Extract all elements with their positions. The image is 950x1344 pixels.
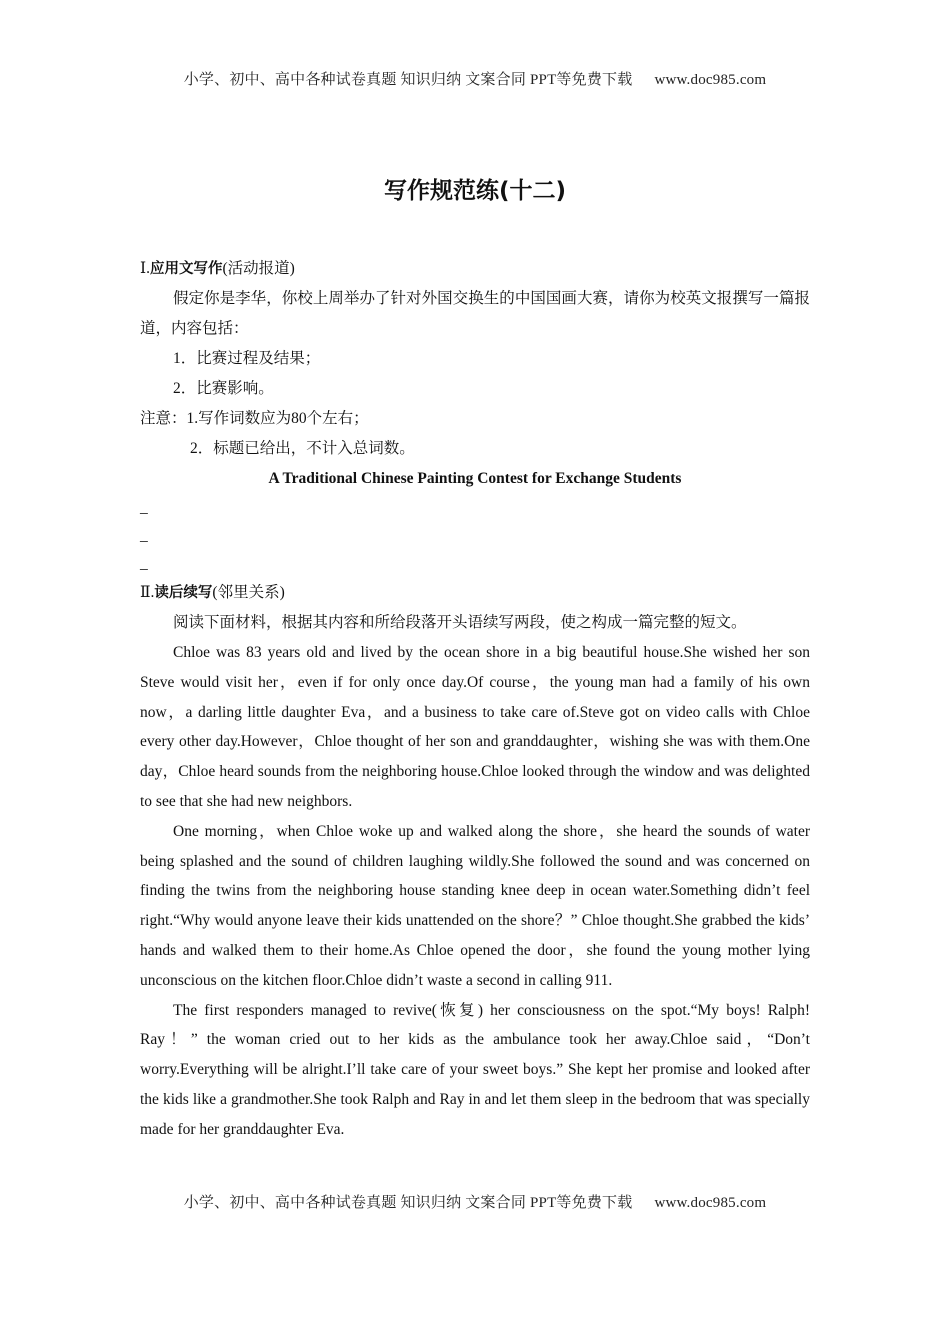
section-2-title: 读后续写 [154,585,213,601]
essay-title: A Traditional Chinese Painting Contest for Exchange Students [268,470,682,487]
header-text: 小学、初中、高中各种试卷真题 知识归纳 文案合同 PPT等免费下载 [183,72,633,88]
story-paragraph: The first responders managed to revive(恢复) her consciousness on the spot.“My boys! Ralph! Ray！” the woman cried out to her kids as the ambulance took her away.Chloe said，“Don’t worry.Everything will be alright.I’ll take care of your sweet boys.” She kept her promise and looked after the kids like a grandmother.She took Ralph and Ray in and let them sleep in the bedroom that was specially made for her granddaughter Eva. [140,1001,810,1138]
note-line-2: 2．标题已给出，不计入总词数。 [190,440,415,457]
section-1-title: 应用文写作 [150,261,223,277]
section-1-subtype: (活动报道) [222,260,295,277]
footer-site-link[interactable]: www.doc985.com [654,1195,767,1211]
section-1-heading [140,254,810,284]
page-title: 写作规范练(十二) [383,178,567,204]
section-2-heading [140,578,810,608]
story-paragraph: One morning，when Chloe woke up and walked along the shore，she heard the sounds of water being splashed and the sound of children laughing wildly.She followed the sound and was concerned on finding the twins from the neighboring house standing knee deep in ocean water.Something didn’t feel right.“Why would anyone leave their kids unattended on the shore？” Chloe thought.She grabbed the kids’ hands and walked them to their home.As Chloe opened the door，she found the young mother lying unconscious on the kitchen floor.Chloe didn’t waste a second in calling 911. [140,822,810,989]
requirement-item-1: 1．比赛过程及结果； [173,350,321,367]
section-1-numeral: Ⅰ. [140,260,150,277]
footer-text: 小学、初中、高中各种试卷真题 知识归纳 文案合同 PPT等免费下载 [183,1195,633,1211]
page-footer [0,1191,950,1212]
document-body [140,254,810,1145]
section-2-subtype: (邻里关系) [212,584,285,601]
section-1-prompt: 假定你是李华，你校上周举办了针对外国交换生的中国国画大赛，请你为校英文报撰写一篇报道，内容包括： [140,290,810,337]
answer-blank: _ [140,555,148,572]
requirement-item-2: 2．比赛影响。 [173,380,274,397]
note-line-1: 注意：1.写作词数应为80个左右； [140,410,369,427]
header-site-link[interactable]: www.doc985.com [654,72,767,88]
story-paragraph: Chloe was 83 years old and lived by the ocean shore in a big beautiful house.She wished her son Steve would visit her，even if for only once day.Of course，the young man had a family of his own now，a darling little daughter Eva，and a business to take care of.Steve got on video calls with Chloe every other day.However，Chloe thought of her son and granddaughter，wishing she was with them.One day，Chloe heard sounds from the neighboring house.Chloe looked through the window and was delighted to see that she had new neighbors. [140,644,810,810]
section-2-numeral: Ⅱ. [140,584,155,601]
section-2-prompt: 阅读下面材料，根据其内容和所给段落开头语续写两段，使之构成一篇完整的短文。 [173,614,747,631]
answer-blank: _ [140,527,148,544]
answer-blank: _ [140,499,148,516]
page-header [0,68,950,89]
